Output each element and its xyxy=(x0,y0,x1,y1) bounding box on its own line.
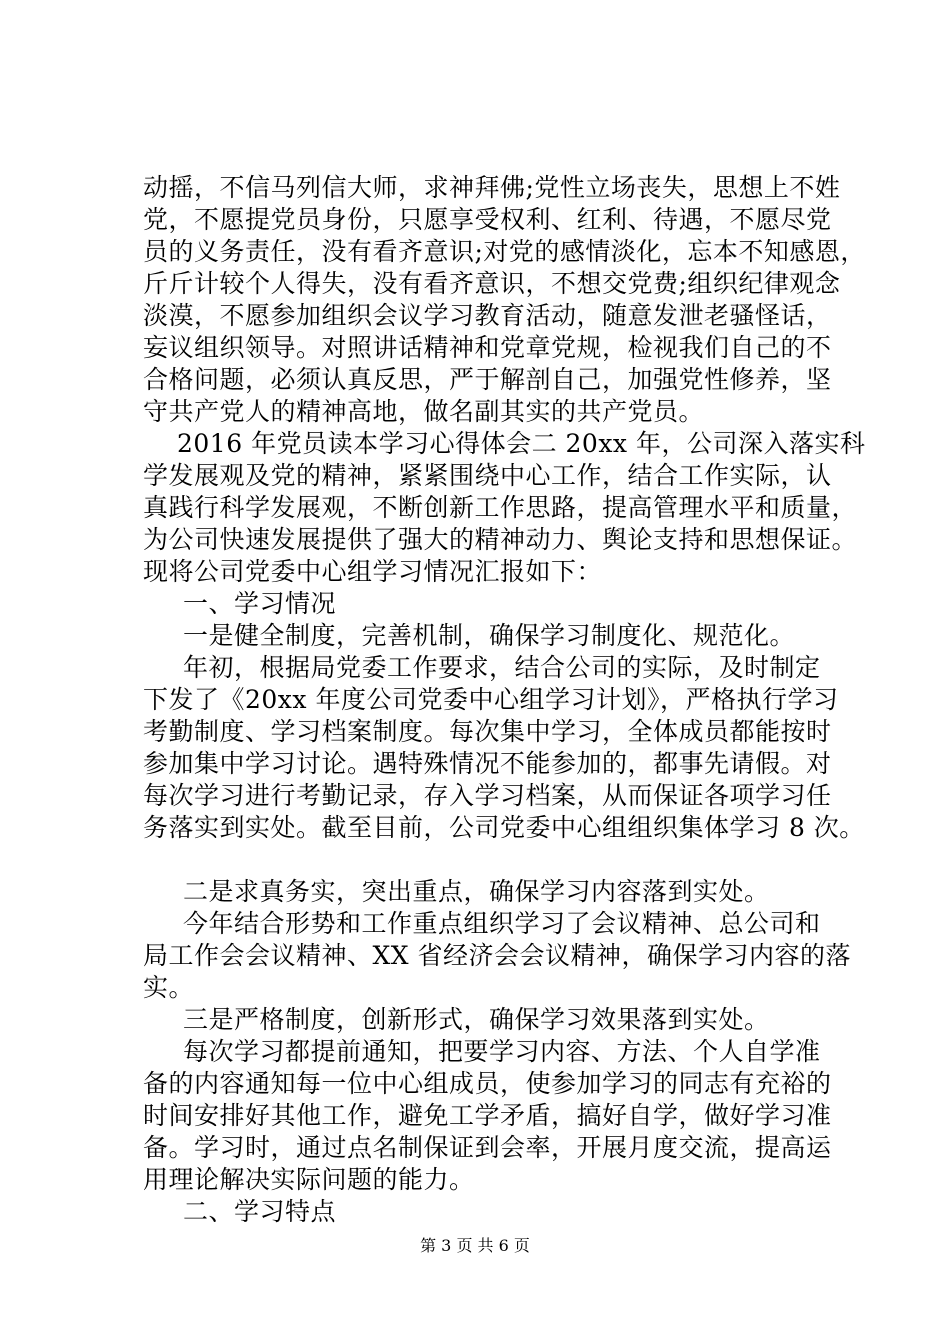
paragraph-start-line: 每次学习都提前通知，把要学习内容、方法、个人自学准 xyxy=(183,1037,821,1066)
text-line: 员的义务责任，没有看齐意识;对党的感情淡化，忘本不知感恩， xyxy=(143,237,866,266)
paragraph-start-line: 年初，根据局党委工作要求，结合公司的实际，及时制定 xyxy=(183,653,821,682)
text-line: 现将公司党委中心组学习情况汇报如下： xyxy=(143,557,603,586)
document-body xyxy=(143,172,866,1228)
section-heading: 一、学习情况 xyxy=(183,589,337,618)
text-line: 时间安排好其他工作，避免工学矛盾，搞好自学，做好学习准 xyxy=(143,1101,832,1130)
text-line: 备。学习时，通过点名制保证到会率，开展月度交流，提高运 xyxy=(143,1133,832,1162)
text-line: 真践行科学发展观，不断创新工作思路，提高管理水平和质量， xyxy=(143,493,858,522)
text-line: 党，不愿提党员身份，只愿享受权利、红利、待遇，不愿尽党 xyxy=(143,205,832,234)
text-line: 斤斤计较个人得失，没有看齐意识，不想交党费;组织纪律观念 xyxy=(143,269,841,298)
text-line: 学发展观及党的精神，紧紧围绕中心工作，结合工作实际，认 xyxy=(143,461,832,490)
paragraph-start-line: 2016 年党员读本学习心得体会二 20xx 年，公司深入落实科 xyxy=(177,429,866,458)
text-line: 动摇，不信马列信大师，求神拜佛;党性立场丧失，思想上不姓 xyxy=(143,173,841,202)
subsection-heading: 三是严格制度，创新形式，确保学习效果落到实处。 xyxy=(183,1005,770,1034)
text-line: 参加集中学习讨论。遇特殊情况不能参加的，都事先请假。对 xyxy=(143,749,832,778)
text-line: 考勤制度、学习档案制度。每次集中学习，全体成员都能按时 xyxy=(143,717,832,746)
text-line: 守共产党人的精神高地，做名副其实的共产党员。 xyxy=(143,397,705,426)
text-line: 实。 xyxy=(143,973,195,1002)
text-line: 淡漠，不愿参加组织会议学习教育活动，随意发泄老骚怪话， xyxy=(143,301,832,330)
subsection-heading: 二是求真务实，突出重点，确保学习内容落到实处。 xyxy=(183,877,770,906)
text-line: 合格问题，必须认真反思，严于解剖自己，加强党性修养，坚 xyxy=(143,365,832,394)
section-heading: 二、学习特点 xyxy=(183,1197,337,1226)
subsection-heading: 一是健全制度，完善机制，确保学习制度化、规范化。 xyxy=(183,621,796,650)
text-line: 每次学习进行考勤记录，存入学习档案，从而保证各项学习任 xyxy=(143,781,832,810)
text-line: 为公司快速发展提供了强大的精神动力、舆论支持和思想保证。 xyxy=(143,525,858,554)
text-line: 务落实到实处。截至目前，公司党委中心组组织集体学习 8 次。 xyxy=(143,813,865,842)
text-line: 下发了《20xx 年度公司党委中心组学习计划》，严格执行学习 xyxy=(143,685,839,714)
paragraph-start-line: 今年结合形势和工作重点组织学习了会议精神、总公司和 xyxy=(183,909,821,938)
text-line: 备的内容通知每一位中心组成员，使参加学习的同志有充裕的 xyxy=(143,1069,832,1098)
text-line: 妄议组织领导。对照讲话精神和党章党规，检视我们自己的不 xyxy=(143,333,832,362)
text-line: 局工作会会议精神、XX 省经济会会议精神，确保学习内容的落 xyxy=(143,941,852,970)
page-number-footer: 第 3 页 共 6 页 xyxy=(420,1236,530,1255)
blank-line xyxy=(143,844,831,876)
text-line: 用理论解决实际问题的能力。 xyxy=(143,1165,475,1194)
